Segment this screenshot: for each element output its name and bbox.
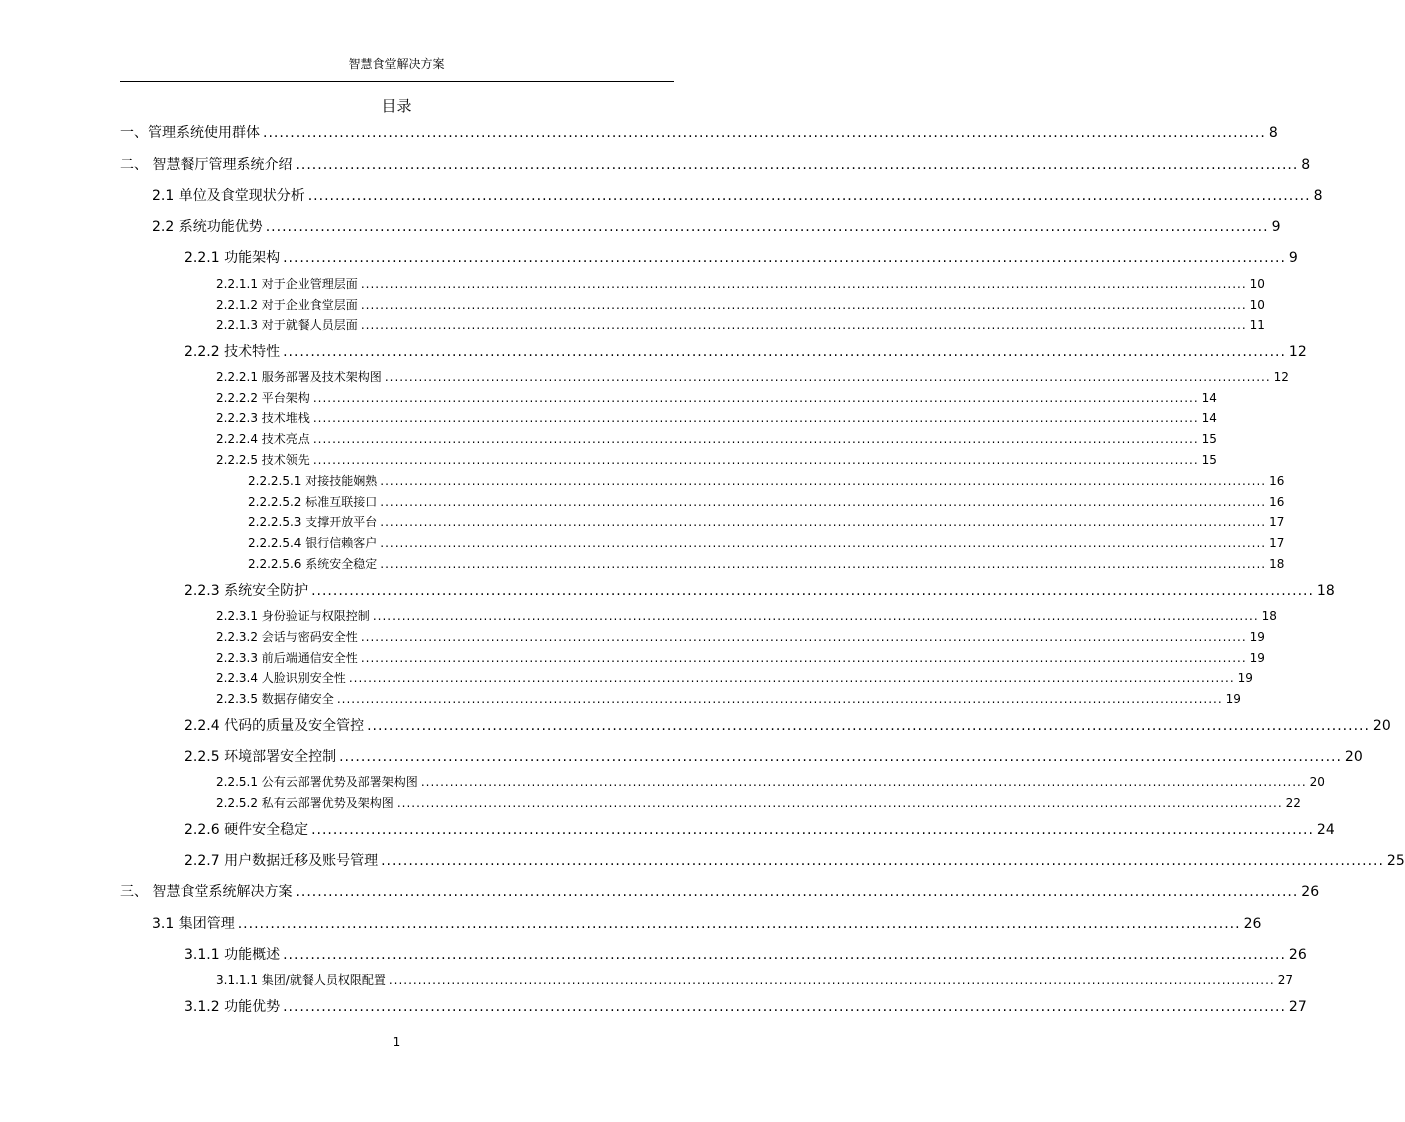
toc-entry[interactable]: [120, 883, 1320, 901]
toc-entry-label: 2.2 系统功能优势: [152, 219, 263, 235]
toc-entry-page: 19: [1249, 630, 1265, 644]
toc-entry-label: 2.2.2.3 技术堆栈: [216, 411, 310, 425]
toc-entry[interactable]: [184, 852, 1405, 870]
toc-entry[interactable]: [184, 582, 1335, 600]
toc-entry[interactable]: [184, 717, 1391, 735]
toc-entry-label: 2.2.1.2 对于企业食堂层面: [216, 298, 358, 312]
toc-entry-page: 16: [1269, 474, 1285, 488]
toc-entry[interactable]: [152, 218, 1281, 236]
toc-entry[interactable]: [216, 410, 1217, 426]
toc-entry-label: 2.1 单位及食堂现状分析: [152, 188, 305, 204]
toc-entry[interactable]: [120, 124, 1278, 142]
toc-entry[interactable]: [248, 494, 1285, 510]
toc-entry[interactable]: [216, 317, 1265, 333]
toc-entry-label: 三、 智慧食堂系统解决方案: [120, 884, 293, 900]
toc-entry-page: 14: [1201, 391, 1217, 405]
dot-leader: ........................................................................................................................................................................................: [312, 453, 1199, 467]
toc-entry[interactable]: [184, 343, 1307, 361]
toc-entry-label: 2.2.2.5.1 对接技能娴熟: [248, 474, 378, 488]
toc-entry[interactable]: [184, 748, 1363, 766]
toc-entry-label: 2.2.2.5 技术领先: [216, 453, 310, 467]
dot-leader: ........................................................................................................................................................................................: [336, 692, 1223, 706]
toc-entry-label: 2.2.1.1 对于企业管理层面: [216, 277, 358, 291]
toc-entry-label: 2.2.3.5 数据存储安全: [216, 692, 334, 706]
toc-entry[interactable]: [216, 390, 1217, 406]
toc-entry-page: 15: [1201, 432, 1217, 446]
toc-heading: 目录: [381, 97, 412, 115]
toc-entry-page: 12: [1273, 370, 1289, 384]
toc-entry-label: 2.2.5.1 公有云部署优势及部署架构图: [216, 775, 418, 789]
toc-entry-label: 2.2.2.4 技术亮点: [216, 432, 310, 446]
toc-entry[interactable]: [248, 556, 1285, 572]
dot-leader: ........................................................................................................................................................................................: [420, 775, 1307, 789]
toc-entry-label: 2.2.2.5.4 银行信赖客户: [248, 536, 378, 550]
toc-entry-page: 26: [1288, 947, 1307, 963]
toc-entry-label: 2.2.7 用户数据迁移及账号管理: [184, 853, 379, 869]
dot-leader: ........................................................................................................................................................................................: [283, 947, 1286, 963]
toc-entry-label: 2.2.1 功能架构: [184, 250, 281, 266]
toc-entry[interactable]: [248, 473, 1285, 489]
dot-leader: ........................................................................................................................................................................................: [381, 853, 1384, 869]
dot-leader: ........................................................................................................................................................................................: [380, 495, 1267, 509]
dot-leader: ........................................................................................................................................................................................: [360, 651, 1247, 665]
toc-entry-page: 10: [1249, 298, 1265, 312]
dot-leader: ........................................................................................................................................................................................: [311, 822, 1314, 838]
toc-entry[interactable]: [216, 276, 1265, 292]
toc-entry-page: 27: [1288, 999, 1307, 1015]
dot-leader: ........................................................................................................................................................................................: [295, 157, 1299, 173]
toc-entry-label: 2.2.3.4 人脸识别安全性: [216, 671, 346, 685]
dot-leader: ........................................................................................................................................................................................: [380, 557, 1267, 571]
dot-leader: ........................................................................................................................................................................................: [263, 125, 1266, 141]
toc-entry[interactable]: [216, 608, 1277, 624]
toc-entry-page: 20: [1372, 718, 1391, 734]
toc-entry-label: 2.2.5 环境部署安全控制: [184, 749, 337, 765]
dot-leader: ........................................................................................................................................................................................: [380, 536, 1267, 550]
page-number: 1: [392, 1035, 401, 1049]
toc-entry-page: 19: [1225, 692, 1241, 706]
toc-entry[interactable]: [248, 535, 1285, 551]
toc-entry[interactable]: [216, 691, 1241, 707]
toc-entry[interactable]: [216, 629, 1265, 645]
toc-entry-page: 12: [1288, 344, 1307, 360]
dot-leader: ........................................................................................................................................................................................: [380, 474, 1267, 488]
toc-entry-page: 18: [1316, 583, 1335, 599]
toc-entry-page: 19: [1249, 651, 1265, 665]
toc-entry-page: 16: [1269, 495, 1285, 509]
toc-entry[interactable]: [184, 998, 1307, 1016]
dot-leader: ........................................................................................................................................................................................: [312, 391, 1199, 405]
dot-leader: ........................................................................................................................................................................................: [360, 630, 1247, 644]
toc-entry[interactable]: [216, 452, 1217, 468]
dot-leader: ........................................................................................................................................................................................: [295, 884, 1299, 900]
toc-entry-page: 25: [1386, 853, 1405, 869]
toc-entry-page: 19: [1237, 671, 1253, 685]
toc-entry-page: 20: [1344, 749, 1363, 765]
dot-leader: ........................................................................................................................................................................................: [311, 583, 1314, 599]
toc-entry[interactable]: [216, 369, 1289, 385]
dot-leader: ........................................................................................................................................................................................: [283, 250, 1286, 266]
toc-entry-page: 9: [1271, 219, 1281, 235]
toc-entry-label: 2.2.3 系统安全防护: [184, 583, 309, 599]
toc-entry-label: 一、管理系统使用群体: [120, 125, 260, 141]
toc-entry[interactable]: [248, 514, 1285, 530]
toc-entry-page: 8: [1268, 125, 1278, 141]
toc-entry[interactable]: [216, 972, 1293, 988]
toc-entry-label: 3.1.1.1 集团/就餐人员权限配置: [216, 973, 386, 987]
toc-entry[interactable]: [216, 297, 1265, 313]
toc-entry-label: 3.1.1 功能概述: [184, 947, 281, 963]
running-header-title: 智慧食堂解决方案: [348, 57, 445, 71]
toc-entry[interactable]: [184, 946, 1307, 964]
toc-entry-label: 2.2.3.2 会话与密码安全性: [216, 630, 358, 644]
toc-entry[interactable]: [216, 650, 1265, 666]
toc-entry-label: 2.2.2.2 平台架构: [216, 391, 310, 405]
toc-entry[interactable]: [152, 915, 1262, 933]
toc-entry-page: 18: [1261, 609, 1277, 623]
dot-leader: ........................................................................................................................................................................................: [237, 916, 1241, 932]
dot-leader: ........................................................................................................................................................................................: [388, 973, 1275, 987]
toc-entry-label: 2.2.1.3 对于就餐人员层面: [216, 318, 358, 332]
toc-entry[interactable]: [216, 670, 1253, 686]
toc-entry-label: 二、 智慧餐厅管理系统介绍: [120, 157, 293, 173]
toc-entry-label: 2.2.3.3 前后端通信安全性: [216, 651, 358, 665]
toc-entry[interactable]: [216, 431, 1217, 447]
toc-entry[interactable]: [216, 795, 1301, 811]
toc-entry-page: 27: [1277, 973, 1293, 987]
dot-leader: ........................................................................................................................................................................................: [265, 219, 1269, 235]
toc-entry-page: 17: [1269, 536, 1285, 550]
toc-entry-page: 10: [1249, 277, 1265, 291]
dot-leader: ........................................................................................................................................................................................: [360, 298, 1247, 312]
dot-leader: ........................................................................................................................................................................................: [384, 370, 1271, 384]
toc-entry-page: 11: [1249, 318, 1265, 332]
dot-leader: ........................................................................................................................................................................................: [312, 411, 1199, 425]
toc-entry-label: 2.2.5.2 私有云部署优势及架构图: [216, 796, 394, 810]
toc-entry-page: 8: [1301, 157, 1311, 173]
dot-leader: ........................................................................................................................................................................................: [380, 515, 1267, 529]
toc-entry-page: 14: [1201, 411, 1217, 425]
toc-entry-page: 18: [1269, 557, 1285, 571]
dot-leader: ........................................................................................................................................................................................: [307, 188, 1311, 204]
toc-entry-page: 8: [1313, 188, 1323, 204]
toc-entry-page: 17: [1269, 515, 1285, 529]
toc-entry[interactable]: [152, 187, 1323, 205]
toc-entry[interactable]: [216, 774, 1325, 790]
dot-leader: ........................................................................................................................................................................................: [367, 718, 1370, 734]
toc-entry-label: 2.2.2.5.2 标准互联接口: [248, 495, 378, 509]
dot-leader: ........................................................................................................................................................................................: [339, 749, 1342, 765]
toc-entry-label: 2.2.2.1 服务部署及技术架构图: [216, 370, 382, 384]
toc-entry-label: 2.2.6 硬件安全稳定: [184, 822, 309, 838]
toc-entry-page: 20: [1309, 775, 1325, 789]
dot-leader: ........................................................................................................................................................................................: [396, 796, 1283, 810]
toc-entry-label: 3.1.2 功能优势: [184, 999, 281, 1015]
dot-leader: ........................................................................................................................................................................................: [283, 999, 1286, 1015]
toc-entry-label: 2.2.2.5.3 支撑开放平台: [248, 515, 378, 529]
toc-entry-page: 26: [1243, 916, 1262, 932]
toc-entry-label: 3.1 集团管理: [152, 916, 235, 932]
toc-entry[interactable]: [184, 821, 1335, 839]
toc-entry-page: 22: [1285, 796, 1301, 810]
toc-entry-page: 15: [1201, 453, 1217, 467]
toc-entry-page: 9: [1288, 250, 1298, 266]
dot-leader: ........................................................................................................................................................................................: [348, 671, 1235, 685]
toc-entry[interactable]: [184, 249, 1298, 267]
toc-entry-page: 26: [1301, 884, 1320, 900]
toc-entry-page: 24: [1316, 822, 1335, 838]
toc-entry-label: 2.2.2 技术特性: [184, 344, 281, 360]
toc-entry[interactable]: [120, 156, 1311, 174]
toc-entry-label: 2.2.2.5.6 系统安全稳定: [248, 557, 378, 571]
dot-leader: ........................................................................................................................................................................................: [360, 318, 1247, 332]
dot-leader: ........................................................................................................................................................................................: [360, 277, 1247, 291]
toc-entry-label: 2.2.3.1 身份验证与权限控制: [216, 609, 370, 623]
toc-entry-label: 2.2.4 代码的质量及安全管控: [184, 718, 365, 734]
dot-leader: ........................................................................................................................................................................................: [372, 609, 1259, 623]
dot-leader: ........................................................................................................................................................................................: [283, 344, 1286, 360]
dot-leader: ........................................................................................................................................................................................: [312, 432, 1199, 446]
